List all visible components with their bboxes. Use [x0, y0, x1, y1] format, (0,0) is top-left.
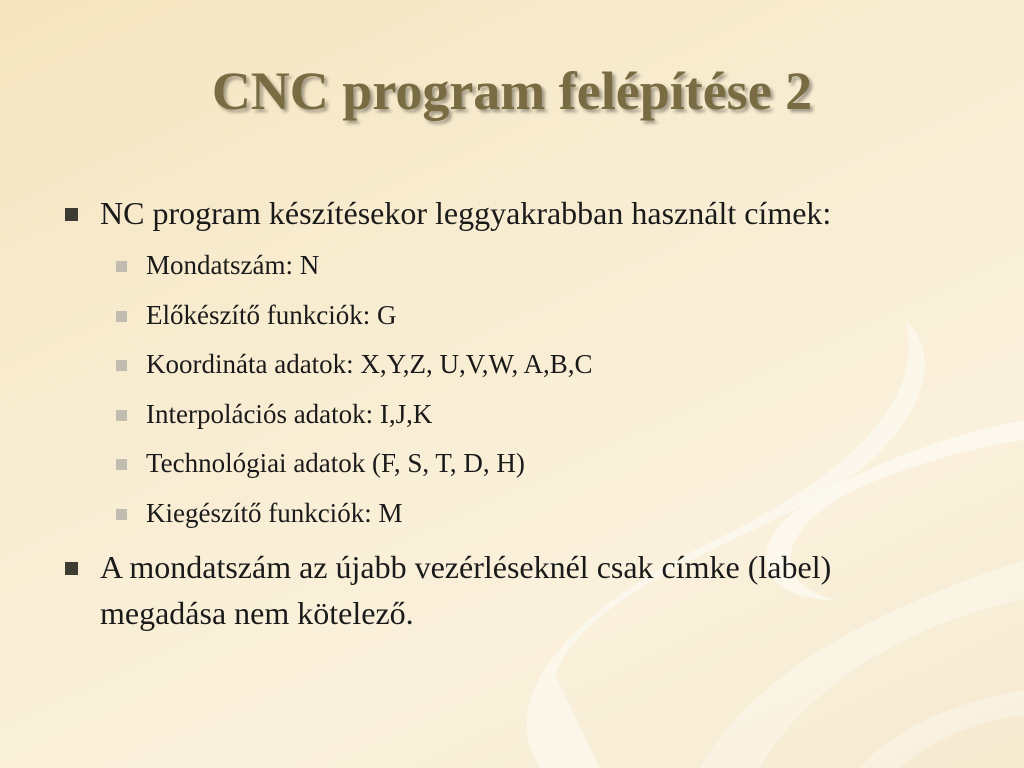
- sub-bullet-text: Mondatszám: N: [146, 250, 320, 280]
- sub-bullet-item: [114, 445, 892, 482]
- square-bullet-icon: [116, 261, 127, 272]
- sub-bullet-item: [114, 396, 892, 433]
- slide-content: [62, 190, 892, 636]
- sub-bullet-item: [114, 297, 892, 334]
- bullet-item: [62, 190, 892, 236]
- square-bullet-icon: [65, 208, 78, 221]
- bullet-text: A mondatszám az újabb vezérléseknél csak címke (label) megadása nem kötelező.: [100, 549, 832, 631]
- sub-bullet-text: Technológiai adatok (F, S, T, D, H): [146, 448, 525, 478]
- sub-bullet-text: Koordináta adatok: X,Y,Z, U,V,W, A,B,C: [146, 349, 593, 379]
- square-bullet-icon: [116, 509, 127, 520]
- sub-bullet-text: Kiegészítő funkciók: M: [146, 497, 403, 528]
- sub-bullet-item: [114, 346, 892, 383]
- square-bullet-icon: [65, 562, 78, 575]
- sub-bullet-item: [114, 495, 892, 532]
- square-bullet-icon: [116, 410, 127, 421]
- sub-bullet-item: [114, 247, 892, 284]
- square-bullet-icon: [116, 360, 127, 371]
- square-bullet-icon: [116, 459, 127, 470]
- slide-title: CNC program felépítése 2: [211, 61, 813, 121]
- bullet-text: NC program készítésekor leggyakrabban használt címek:: [100, 195, 832, 231]
- bullet-item: [62, 544, 892, 636]
- sub-bullet-list: [114, 247, 892, 532]
- square-bullet-icon: [116, 311, 127, 322]
- sub-bullet-text: Interpolációs adatok: I,J,K: [146, 398, 433, 429]
- sub-bullet-text: Előkészítő funkciók: G: [146, 299, 397, 330]
